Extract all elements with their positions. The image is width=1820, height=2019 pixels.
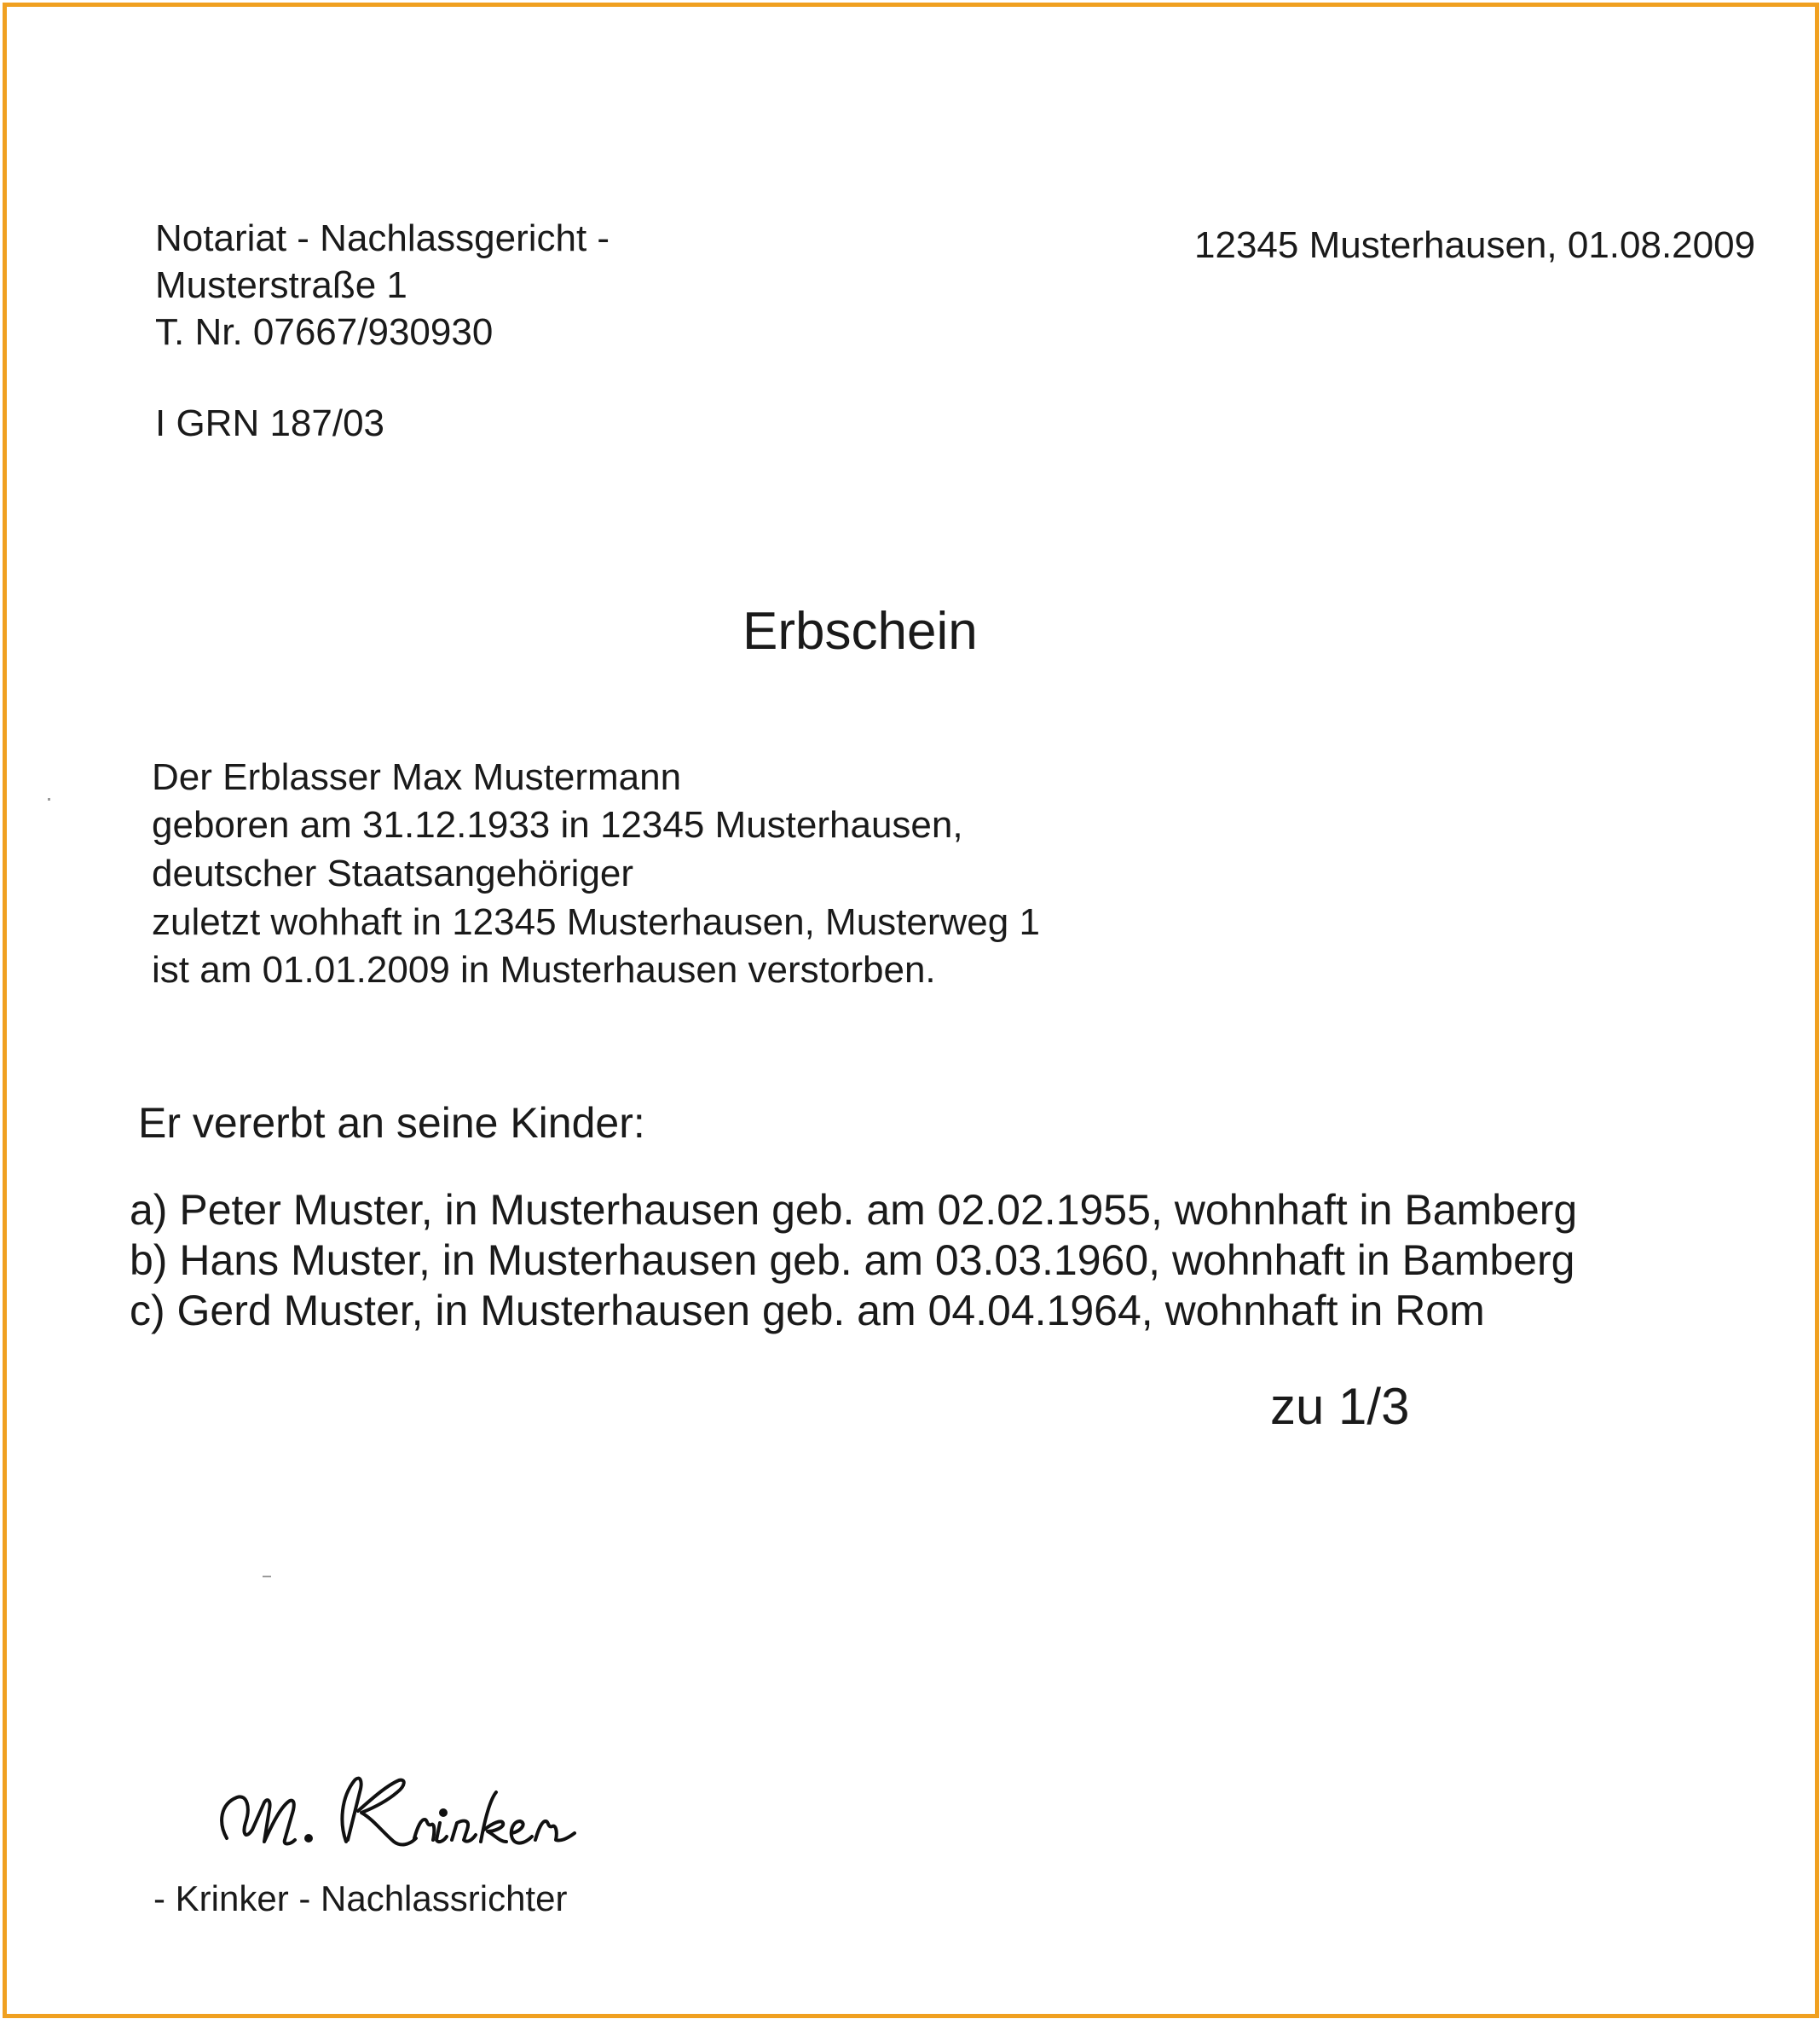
heir-name-birth: b) Hans Muster, in Musterhausen geb. am 03.03.1960 — [130, 1236, 1149, 1284]
deceased-line: zuletzt wohhaft in 12345 Musterhausen, Musterweg 1 — [152, 901, 1040, 943]
sender-line: Musterstraße 1 — [155, 264, 407, 306]
reference-number: I GRN 187/03 — [155, 402, 385, 444]
sender-line: T. Nr. 07667/930930 — [155, 311, 494, 353]
handwritten-signature — [211, 1763, 604, 1866]
inheritance-share: zu 1/3 — [1270, 1378, 1410, 1435]
scan-speck — [48, 798, 50, 801]
heir-residence: , wohnhaft in Rom — [1141, 1287, 1485, 1334]
document-title: Erbschein — [742, 602, 978, 661]
heir-entry — [130, 1289, 1485, 1332]
judge-name: - Krinker - Nachlassrichter — [153, 1878, 568, 1918]
heir-name-birth: c) Gerd Muster, in Musterhausen geb. am 04.04.1964 — [130, 1287, 1141, 1334]
place-date: 12345 Musterhausen, 01.08.2009 — [1194, 224, 1756, 266]
heir-residence: , wohnhaft in Bamberg — [1148, 1236, 1575, 1284]
deceased-line: ist am 01.01.2009 in Musterhausen verstorben. — [152, 949, 936, 991]
heir-residence: , wohnhaft in Bamberg — [1150, 1186, 1578, 1234]
heir-name-birth: a) Peter Muster, in Musterhausen geb. am 02.02.1955 — [130, 1186, 1151, 1234]
heir-entry — [130, 1236, 1575, 1284]
deceased-line: geboren am 31.12.1933 in 12345 Musterhausen, — [152, 804, 963, 846]
scan-speck — [263, 1576, 271, 1577]
heirs-intro: Er vererbt an seine Kinder: — [138, 1099, 645, 1147]
heir-entry — [130, 1186, 1578, 1234]
deceased-line: deutscher Staatsangehöriger — [152, 853, 634, 894]
sender-line: Notariat - Nachlassgericht - — [155, 217, 610, 259]
deceased-line: Der Erblasser Max Mustermann — [152, 756, 682, 798]
certificate-page — [7, 7, 1813, 2012]
